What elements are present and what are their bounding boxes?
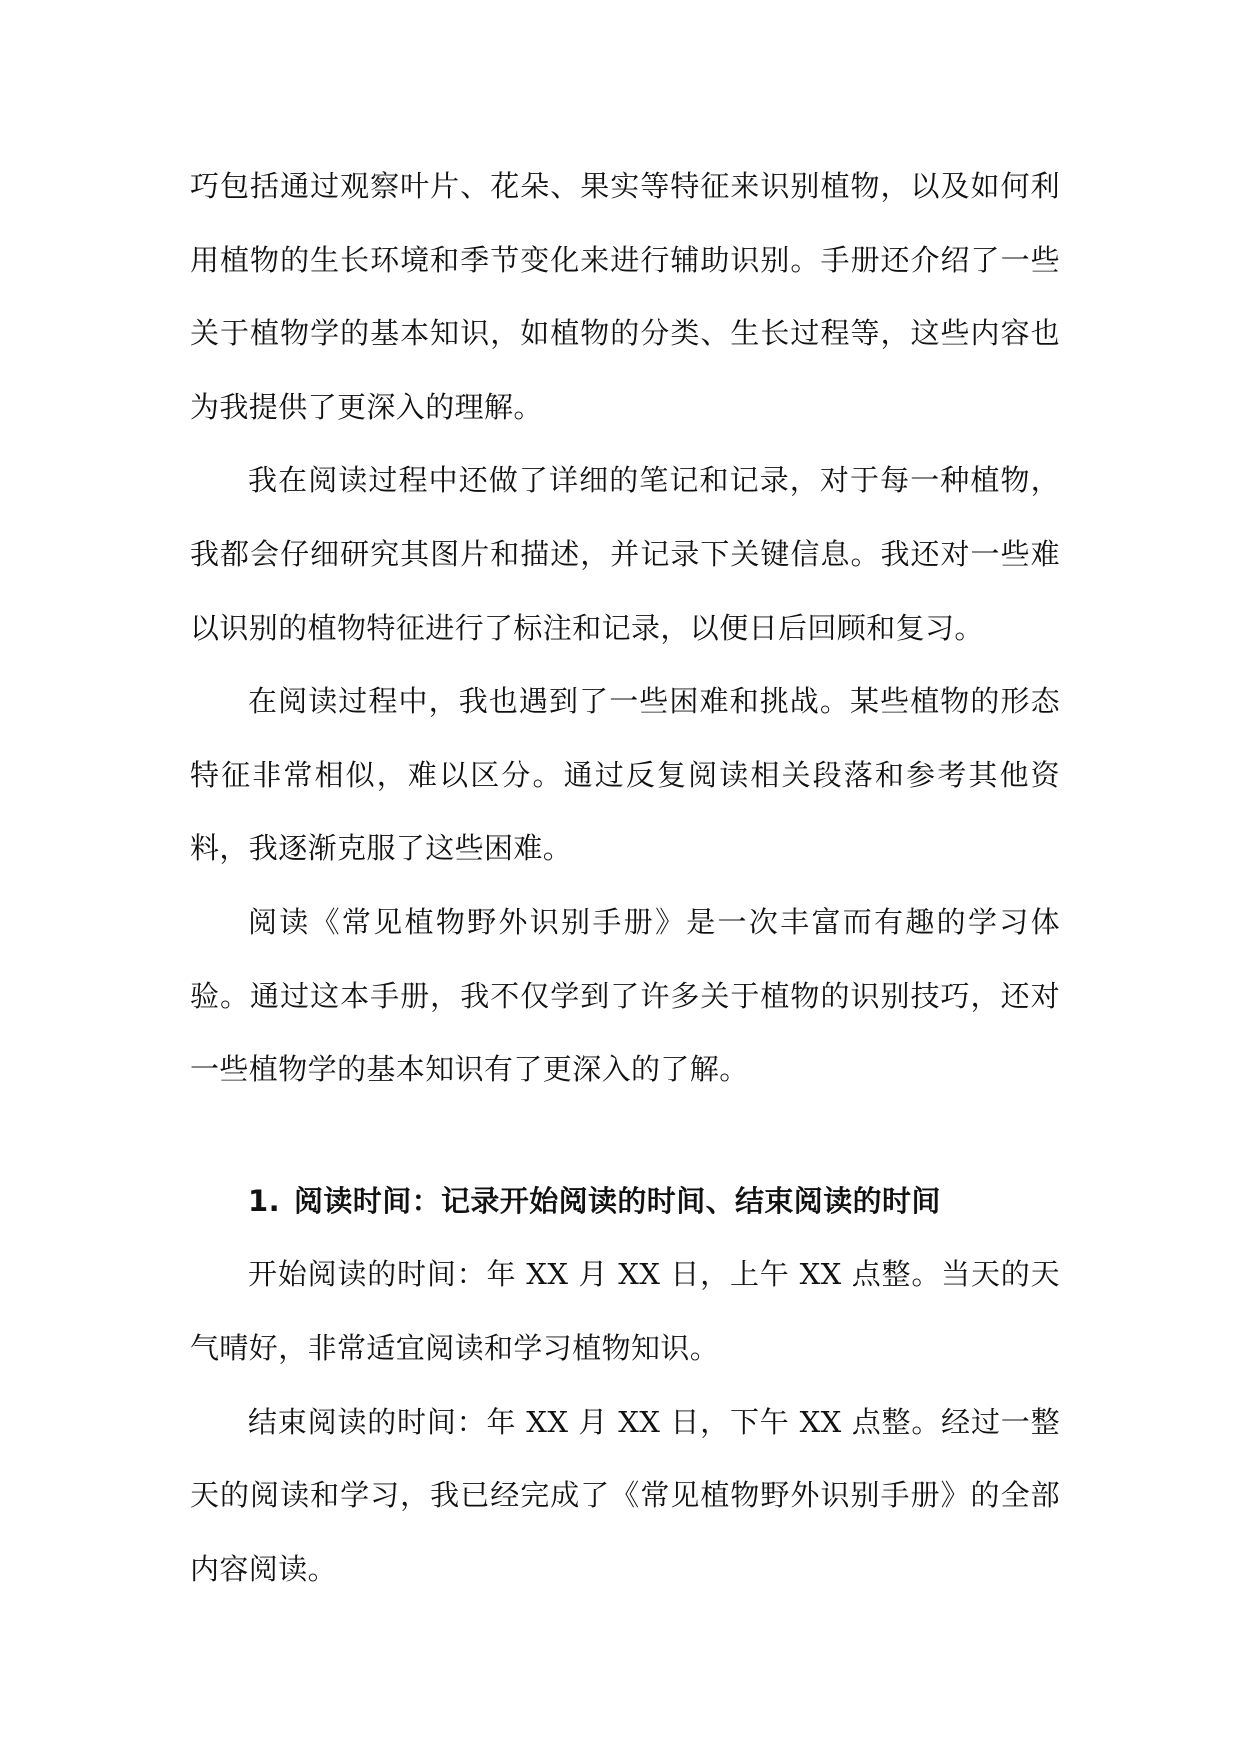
section-number: 1. bbox=[248, 1183, 280, 1218]
paragraph-challenges: 在阅读过程中，我也遇到了一些困难和挑战。某些植物的形态特征非常相似，难以区分。通过反复阅读相关段落和参考其他资料，我逐渐克服了这些困难。 bbox=[190, 684, 1060, 866]
paragraph-notes: 我在阅读过程中还做了详细的笔记和记录，对于每一种植物，我都会仔细研究其图片和描述，并记录下关键信息。我还对一些难以识别的植物特征进行了标注和记录，以便日后回顾和复习。 bbox=[190, 463, 1060, 645]
document-body bbox=[190, 150, 1060, 1606]
paragraph-start-time: 开始阅读的时间：年 XX 月 XX 日，上午 XX 点整。当天的天气晴好，非常适宜阅读和学习植物知识。 bbox=[190, 1257, 1060, 1365]
section-heading bbox=[190, 1165, 1060, 1239]
section-title: 阅读时间：记录开始阅读的时间、结束阅读的时间 bbox=[294, 1183, 941, 1218]
paragraph-summary: 阅读《常见植物野外识别手册》是一次丰富而有趣的学习体验。通过这本手册，我不仅学到了许多关于植物的识别技巧，还对一些植物学的基本知识有了更深入的了解。 bbox=[190, 904, 1060, 1087]
paragraph-end-time: 结束阅读的时间：年 XX 月 XX 日，下午 XX 点整。经过一整天的阅读和学习，我已经完成了《常见植物野外识别手册》的全部内容阅读。 bbox=[190, 1404, 1060, 1586]
paragraph-continued: 巧包括通过观察叶片、花朵、果实等特征来识别植物，以及如何利用植物的生长环境和季节变化来进行辅助识别。手册还介绍了一些关于植物学的基本知识，如植物的分类、生长过程等，这些内容也为我提供了更深入的理解。 bbox=[190, 169, 1060, 424]
